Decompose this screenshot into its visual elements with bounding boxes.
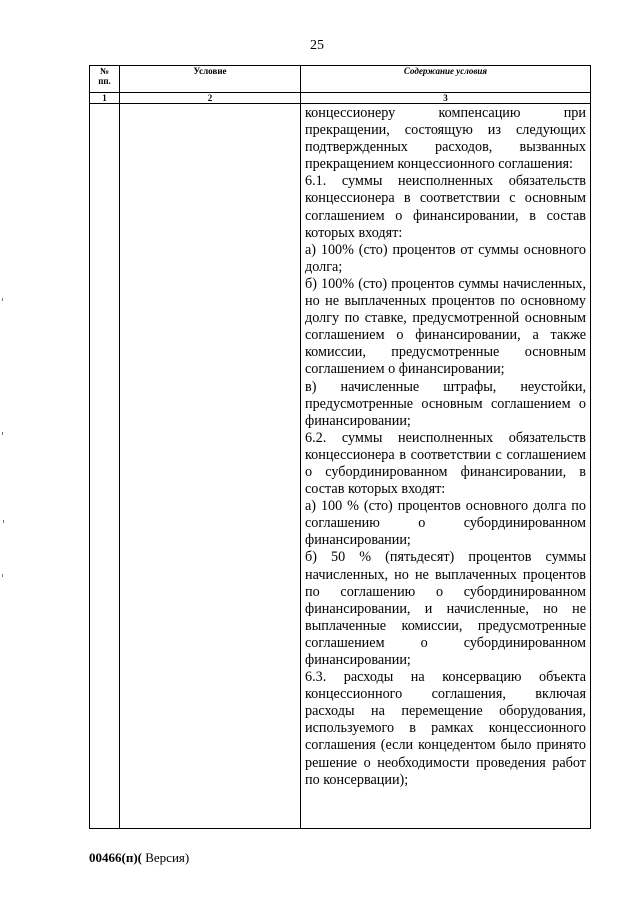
condition-text <box>301 104 590 789</box>
cell-content <box>301 104 591 829</box>
page-number: 25 <box>310 38 324 53</box>
paragraph: б) 100% (сто) процентов суммы начисленных, но не выплаченных процентов по основному долгу по ставке, предусмотренной основным соглашением о финансировании, а также комиссии, предусмотренные основным соглашением о финансировании; <box>305 275 586 378</box>
paragraph: концессионеру компенсацию при прекращении, состоящую из следующих подтвержденных расходов, вызванных прекращением концессионного соглашения: <box>305 105 586 173</box>
conditions-table <box>89 65 591 829</box>
header-content: Содержание условия <box>301 66 591 93</box>
paragraph: а) 100% (сто) процентов от суммы основного долга; <box>305 241 586 275</box>
header-condition: Условие <box>120 66 301 93</box>
cell-number <box>90 104 120 829</box>
column-numbers-row <box>90 93 591 104</box>
scan-speck <box>2 574 3 577</box>
column-number-3: 3 <box>301 93 591 104</box>
column-number-1: 1 <box>90 93 120 104</box>
table-row <box>90 104 591 829</box>
header-number: № пп. <box>90 66 120 93</box>
document-footer <box>89 850 189 866</box>
scan-speck <box>2 298 3 301</box>
document-version: Версия) <box>141 850 190 865</box>
paragraph: 6.2. суммы неисполненных обязательств концессионера в соответствии с соглашением о субординированном финансировании, в состав которых входят: <box>305 429 586 498</box>
paragraph: 6.3. расходы на консервацию объекта концессионного соглашения, включая расходы на перемещение оборудования, используемого в рамках концессионного соглашения (если концедентом было принято решение о необходимости проведения работ по консервации); <box>305 669 586 788</box>
cell-condition <box>120 104 301 829</box>
paragraph: б) 50 % (пятьдесят) процентов суммы начисленных, но не выплаченных процентов по соглашению о субординированном финансировании, и начисленные, но не выплаченные комиссии, предусмотренные соглашением о субординированном финансировании; <box>305 549 586 668</box>
table-header-row <box>90 66 591 93</box>
column-number-2: 2 <box>120 93 301 104</box>
scan-speck <box>2 432 3 435</box>
paragraph: в) начисленные штрафы, неустойки, предусмотренные основным соглашением о финансировании; <box>305 378 586 429</box>
document-code: 00466(п)( <box>89 850 142 865</box>
paragraph: а) 100 % (сто) процентов основного долга по соглашению о субординированном финансировании; <box>305 498 586 549</box>
paragraph: 6.1. суммы неисполненных обязательств концессионера в соответствии с основным соглашением о финансировании, в состав которых входят: <box>305 173 586 241</box>
scan-speck <box>3 520 4 523</box>
